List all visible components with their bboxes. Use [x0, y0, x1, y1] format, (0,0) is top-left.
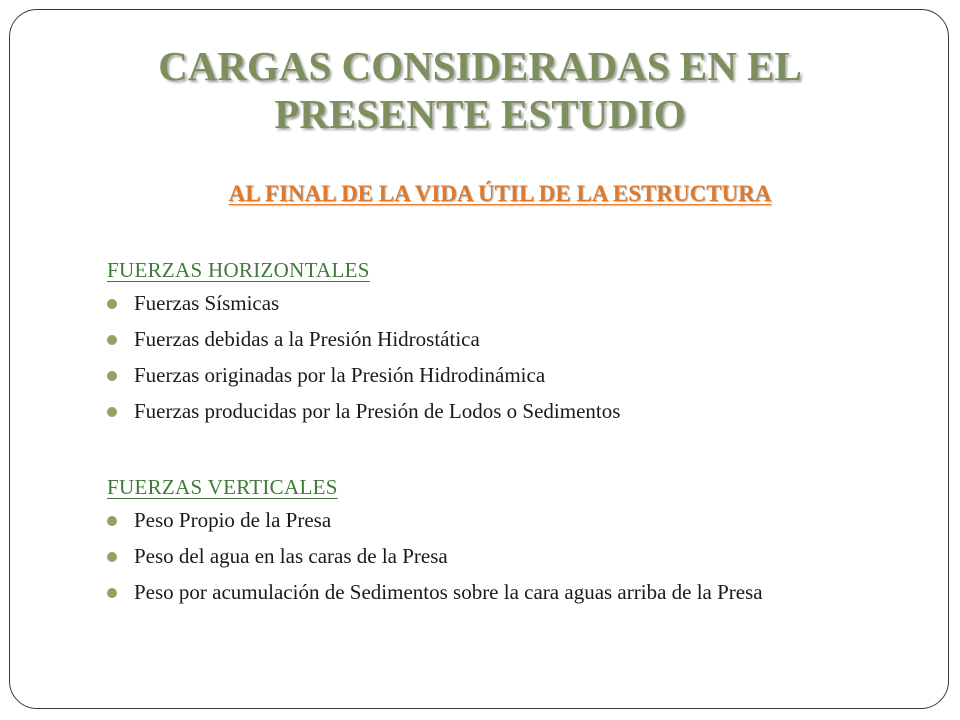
section-heading-horizontal: FUERZAS HORIZONTALES: [107, 258, 370, 282]
list-item-text: Fuerzas producidas por la Presión de Lodos o Sedimentos: [134, 399, 621, 423]
bullet-dot-icon: [107, 335, 117, 345]
bullet-dot-icon: [107, 299, 117, 309]
bullet-dot-icon: [107, 371, 117, 381]
bullet-dot-icon: [107, 516, 117, 526]
bullet-dot-icon: [107, 552, 117, 562]
list-item: [107, 509, 907, 532]
list-item: [107, 364, 907, 387]
list-item-text: Fuerzas debidas a la Presión Hidrostática: [134, 327, 480, 351]
bullet-dot-icon: [107, 588, 117, 598]
slide-title-line-2: PRESENTE ESTUDIO: [274, 91, 686, 137]
list-item-text: Peso Propio de la Presa: [134, 508, 332, 532]
list-item: [107, 581, 907, 604]
list-item: [107, 400, 907, 423]
list-item: [107, 328, 907, 351]
slide-title: [0, 42, 960, 138]
list-item-text: Peso por acumulación de Sedimentos sobre la cara aguas arriba de la Presa: [134, 580, 763, 604]
list-horizontal-forces: [107, 292, 907, 436]
list-item-text: Fuerzas originadas por la Presión Hidrodinámica: [134, 363, 546, 387]
list-item-text: Peso del agua en las caras de la Presa: [134, 544, 448, 568]
bullet-dot-icon: [107, 407, 117, 417]
list-item: [107, 292, 907, 315]
list-item-text: Fuerzas Sísmicas: [134, 291, 280, 315]
section-heading-vertical: FUERZAS VERTICALES: [107, 475, 338, 499]
slide-title-line-1: CARGAS CONSIDERADAS EN EL: [158, 43, 802, 89]
slide-subtitle: AL FINAL DE LA VIDA ÚTIL DE LA ESTRUCTURA: [228, 181, 772, 206]
list-item: [107, 545, 907, 568]
list-vertical-forces: [107, 509, 907, 617]
